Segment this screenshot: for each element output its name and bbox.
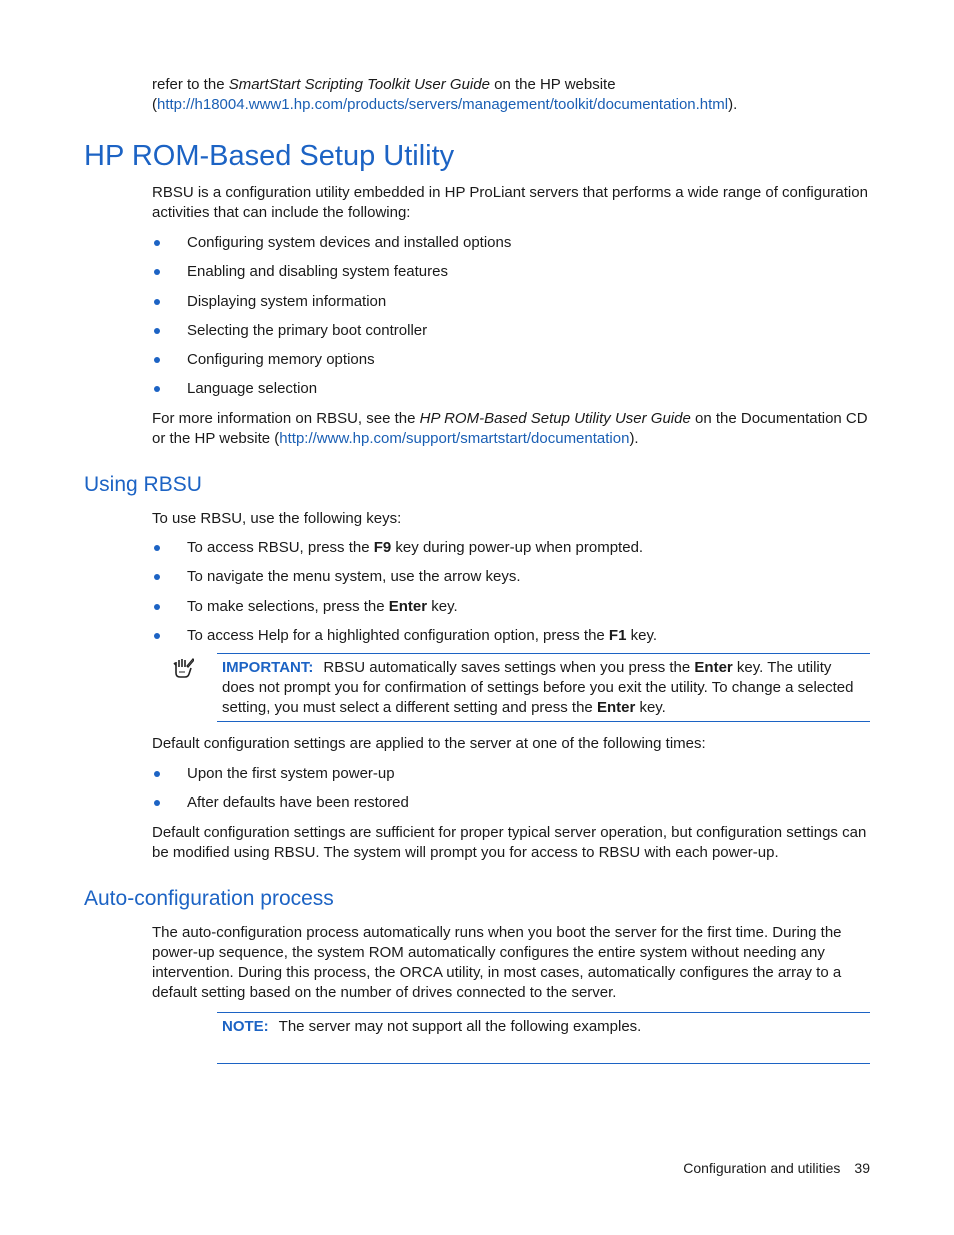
key-enter: Enter bbox=[596, 699, 636, 716]
list-item: Upon the first system power-up bbox=[152, 764, 870, 784]
auto-config-text: The auto-configuration process automatically runs when you boot the server for the first time. During the power-up sequence, the system ROM automatically configures the entire system without needing any intervention. During this process, the ORCA utility, in most cases, automatically configures the array to a default setting based on the number of drives connected to the server. bbox=[152, 924, 842, 1001]
list-item-text: key during power-up when prompted. bbox=[391, 539, 644, 556]
list-item bbox=[152, 626, 870, 646]
list-item: Language selection bbox=[152, 379, 870, 399]
list-item-text: To access RBSU, press the bbox=[187, 539, 374, 556]
more-info-text: For more information on RBSU, see the bbox=[152, 410, 420, 427]
list-item-text: To access Help for a highlighted configuration option, press the bbox=[187, 626, 609, 644]
note-label: NOTE: bbox=[222, 1018, 269, 1035]
smartstart-documentation-link[interactable]: http://www.hp.com/support/smartstart/documentation bbox=[279, 430, 630, 447]
important-body: key. bbox=[635, 699, 666, 716]
section-title-auto-configuration: Auto-configuration process bbox=[84, 887, 334, 910]
rbsu-feature-list bbox=[152, 233, 870, 409]
defaults-lead bbox=[152, 734, 870, 754]
using-rbsu-lead-text: To use RBSU, use the following keys: bbox=[152, 510, 402, 527]
using-rbsu-lead bbox=[152, 509, 870, 529]
intro-paragraph bbox=[152, 75, 870, 115]
defaults-note bbox=[152, 823, 870, 863]
hand-pencil-icon bbox=[172, 656, 194, 680]
auto-config-paragraph bbox=[152, 923, 870, 1003]
important-callout bbox=[217, 653, 870, 722]
defaults-lead-text: Default configuration settings are applied to the server at one of the following times: bbox=[152, 735, 706, 752]
important-body: key. The utility does not prompt you for confirmation of settings before you exit the utility. To change a selected setting, you must select a different setting and press the bbox=[222, 659, 854, 716]
intro-text: refer to the bbox=[152, 76, 229, 93]
key-enter: Enter bbox=[388, 597, 428, 615]
section-title-rbsu: HP ROM-Based Setup Utility bbox=[84, 140, 455, 172]
list-item-text: To make selections, press the bbox=[187, 597, 389, 615]
rbsu-keys-list bbox=[152, 538, 870, 655]
list-item: After defaults have been restored bbox=[152, 793, 870, 813]
defaults-note-text: Default configuration settings are sufficient for proper typical server operation, but configuration settings can be modified using RBSU. The system will prompt you for access to RBSU with each power-up. bbox=[152, 824, 867, 861]
list-item: Enabling and disabling system features bbox=[152, 262, 870, 282]
more-info-text: on the Documentation CD or the HP website ( bbox=[152, 410, 868, 447]
note-body: The server may not support all the following examples. bbox=[278, 1018, 642, 1035]
list-item: Configuring memory options bbox=[152, 350, 870, 370]
toolkit-documentation-link[interactable]: http://h18004.www1.hp.com/products/servers/management/toolkit/documentation.html bbox=[157, 96, 729, 113]
note-callout bbox=[217, 1012, 870, 1064]
rbsu-guide-title: HP ROM-Based Setup Utility User Guide bbox=[419, 410, 691, 427]
intro-text: ( bbox=[152, 96, 157, 113]
section-title-using-rbsu: Using RBSU bbox=[84, 473, 202, 496]
list-item bbox=[152, 538, 870, 558]
key-f1: F1 bbox=[608, 626, 627, 644]
scripting-guide-title: SmartStart Scripting Toolkit User Guide bbox=[228, 76, 490, 93]
important-text bbox=[217, 654, 870, 721]
list-item: Configuring system devices and installed options bbox=[152, 233, 870, 253]
rbsu-more-info bbox=[152, 409, 870, 449]
intro-text: ). bbox=[728, 96, 738, 113]
list-item bbox=[152, 597, 870, 617]
key-enter: Enter bbox=[694, 659, 733, 676]
list-item-text: key. bbox=[427, 597, 458, 615]
rbsu-lead-text: RBSU is a configuration utility embedded in HP ProLiant servers that performs a wide range of configuration activities that can include the following: bbox=[152, 184, 868, 221]
page-number: 39 bbox=[854, 1160, 870, 1176]
important-body: RBSU automatically saves settings when you press the bbox=[323, 659, 695, 676]
important-label: IMPORTANT: bbox=[222, 659, 314, 676]
footer-section-name: Configuration and utilities bbox=[683, 1160, 841, 1176]
note-text bbox=[217, 1013, 870, 1041]
list-item-text: key. bbox=[626, 626, 658, 644]
more-info-text: ). bbox=[629, 430, 639, 447]
page-footer bbox=[683, 1158, 870, 1178]
key-f9: F9 bbox=[373, 539, 392, 556]
list-item: To navigate the menu system, use the arrow keys. bbox=[152, 567, 870, 587]
rbsu-lead bbox=[152, 183, 870, 223]
list-item: Selecting the primary boot controller bbox=[152, 321, 870, 341]
list-item: Displaying system information bbox=[152, 292, 870, 312]
intro-text: on the HP website bbox=[489, 76, 616, 93]
defaults-list bbox=[152, 764, 870, 823]
